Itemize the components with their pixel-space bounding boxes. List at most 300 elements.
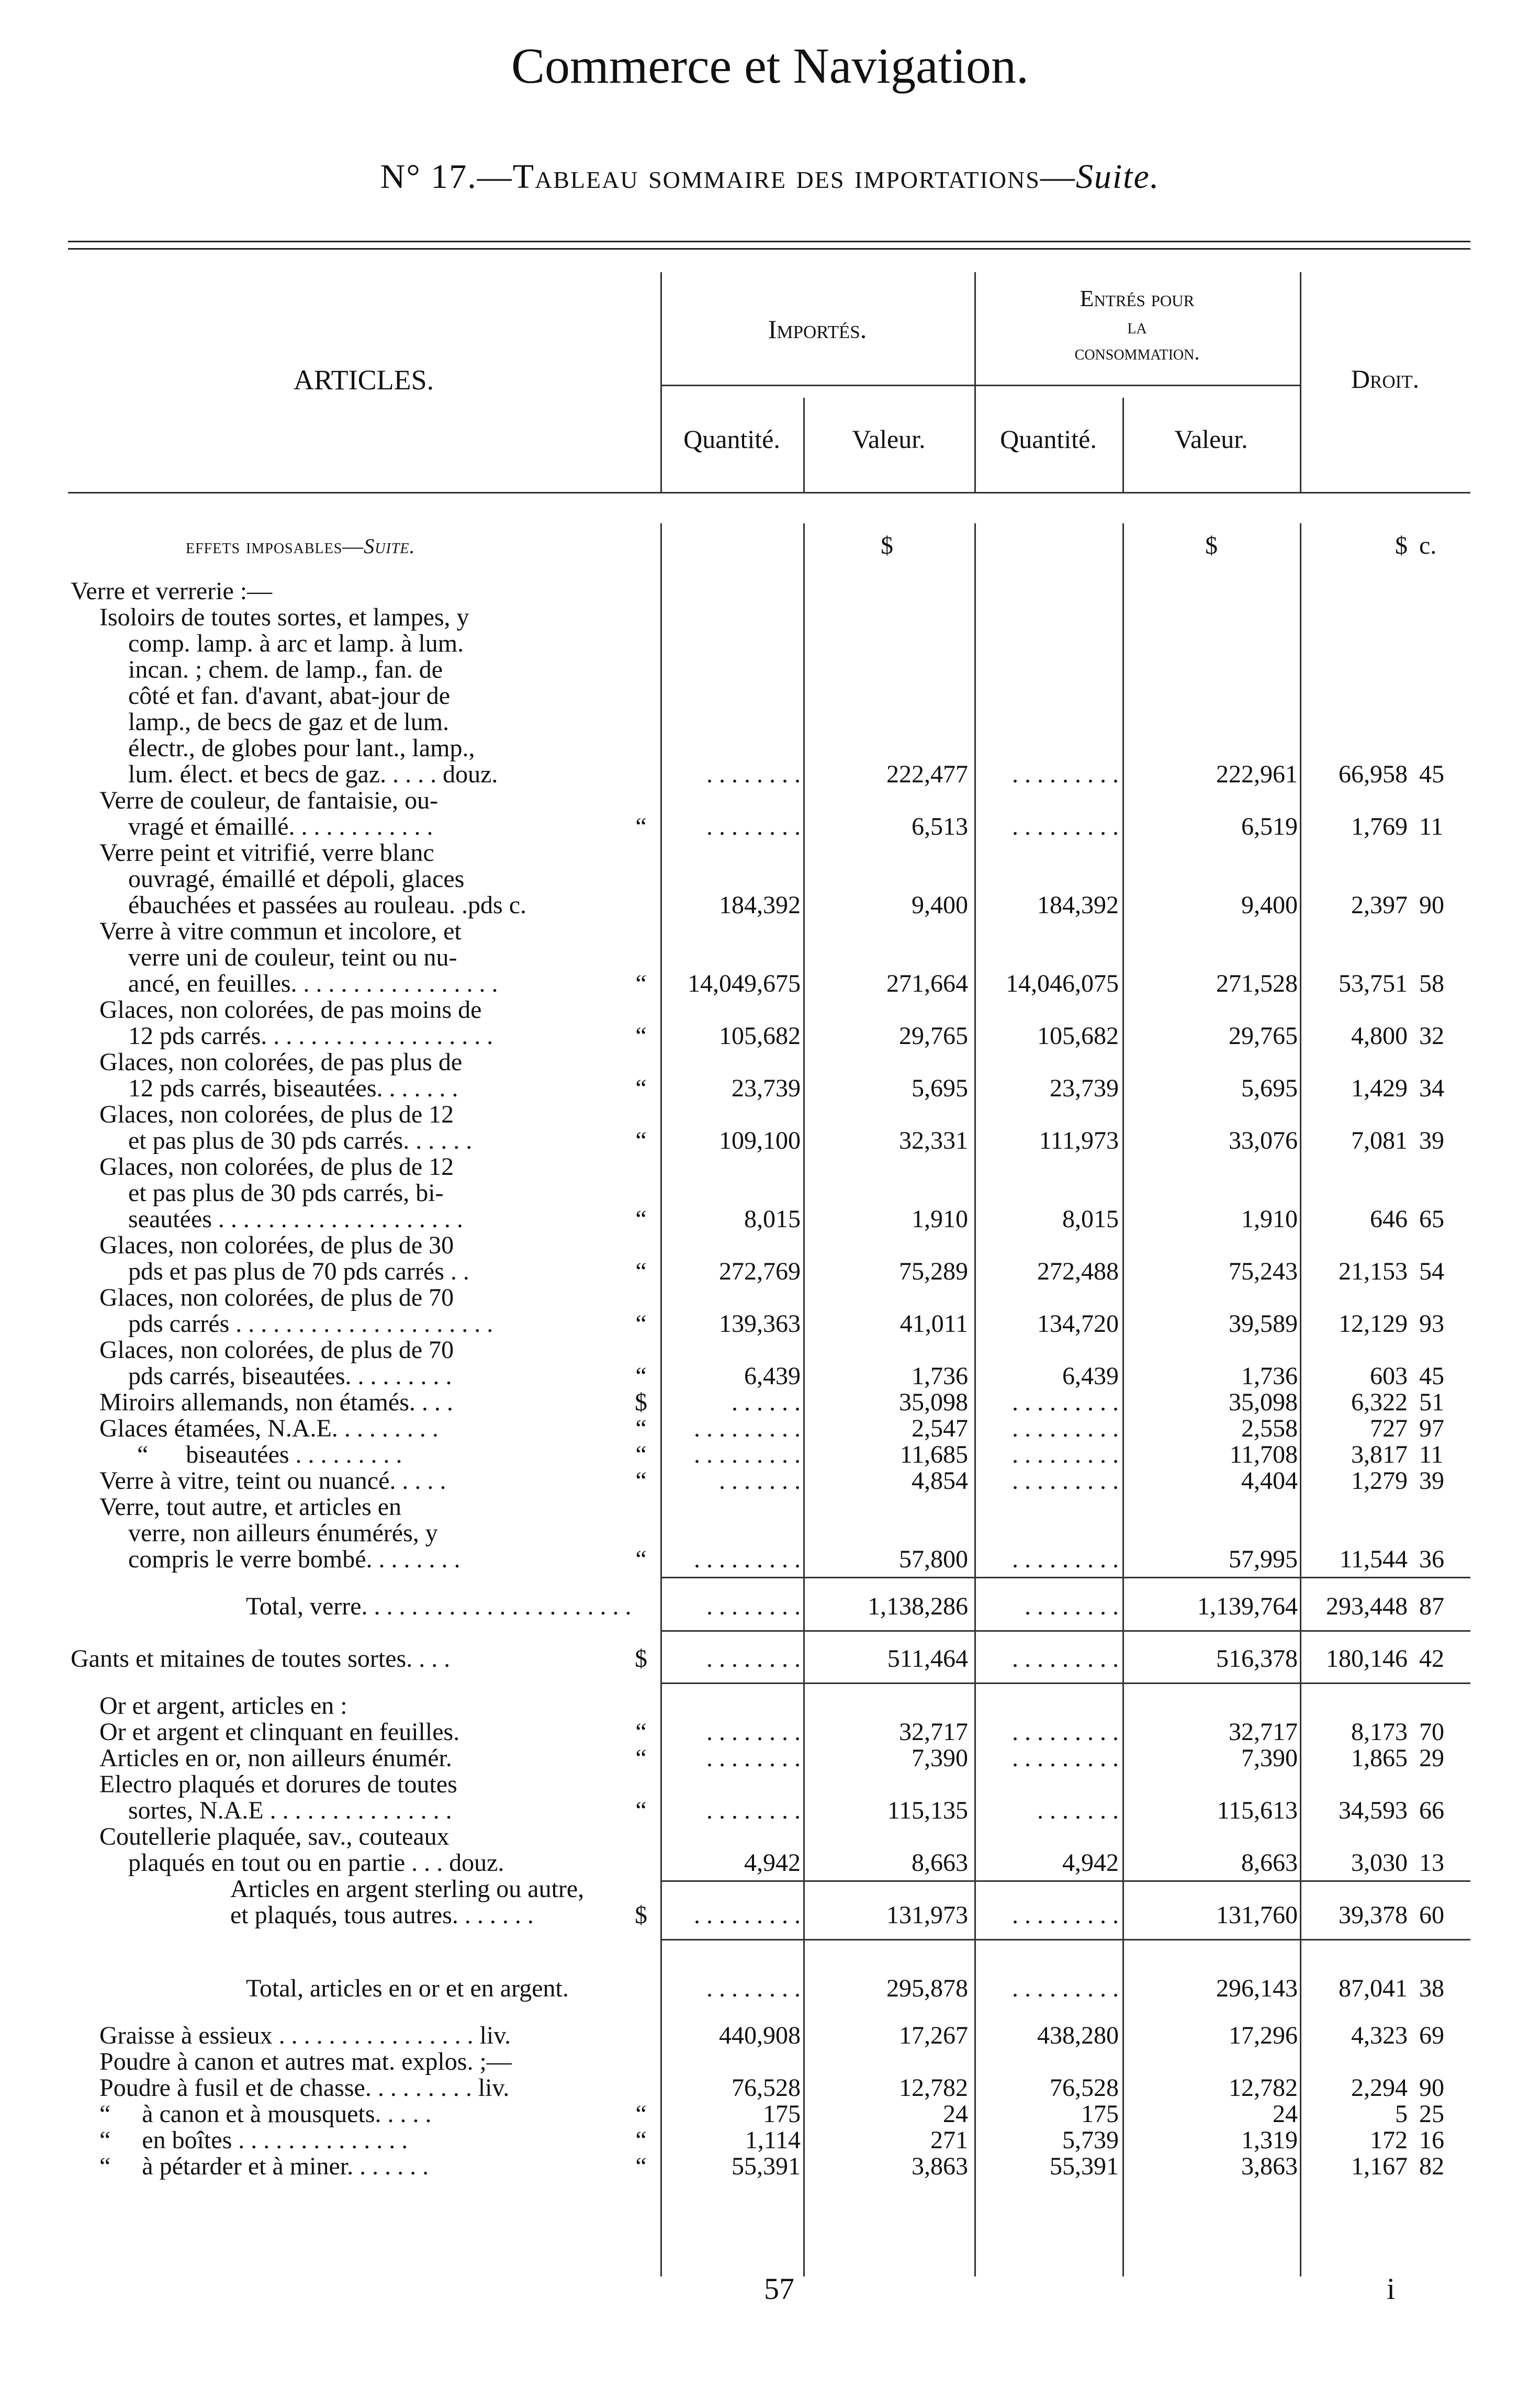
quantity-consumed: 55,391 <box>1050 2152 1119 2180</box>
header-importes: Importés. <box>768 315 867 344</box>
quantity-consumed: 184,392 <box>1037 891 1119 919</box>
duty-dollars: 2,294 <box>1351 2074 1408 2102</box>
value-imported: 11,685 <box>900 1441 968 1468</box>
duty-cents: 69 <box>1419 2022 1444 2049</box>
table-row <box>0 840 1540 918</box>
value-imported: 5,695 <box>912 1074 968 1102</box>
duty-cents: 38 <box>1419 1974 1444 2002</box>
article-label: vragé et émaillé. . . . . . . . . . . . <box>128 813 433 840</box>
value-imported: 295,878 <box>886 1974 968 2002</box>
duty-cents: 45 <box>1419 760 1444 788</box>
quantity-consumed: 438,280 <box>1037 2022 1119 2049</box>
article-label: Graisse à essieux . . . . . . . . . . . . . . . . liv. <box>99 2022 511 2049</box>
article-label: Total, verre. . . . . . . . . . . . . . . . . . . . . . <box>246 1592 632 1620</box>
section-heading-label: effets imposables— <box>186 534 364 558</box>
value-consumed: 1,736 <box>1241 1362 1298 1390</box>
table-number: N° 17.— <box>380 158 513 196</box>
duty-dollars: 3,030 <box>1351 1849 1408 1877</box>
table-row <box>0 1049 1540 1102</box>
header-entres-3: consommation. <box>1074 341 1200 364</box>
duty-dollars: 1,279 <box>1351 1467 1408 1495</box>
unit: “ <box>635 970 647 997</box>
value-consumed: 271,528 <box>1216 970 1298 997</box>
quantity-imported: . . . . . . . . . <box>694 1441 801 1468</box>
value-consumed: 57,995 <box>1229 1545 1298 1573</box>
duty-cents: 70 <box>1419 1718 1444 1746</box>
quantity-imported: 184,392 <box>719 891 801 919</box>
value-imported: 12,782 <box>899 2074 968 2102</box>
duty-cents: 93 <box>1419 1310 1444 1338</box>
unit: “ <box>635 1545 647 1573</box>
article-label: verre, non ailleurs énumérés, y <box>128 1519 438 1547</box>
article-label: Coutellerie plaquée, sav., couteaux <box>99 1823 449 1850</box>
unit: “ <box>635 1441 647 1468</box>
value-imported: 271 <box>930 2126 968 2154</box>
table-row <box>0 997 1540 1049</box>
value-imported: 1,736 <box>912 1362 968 1390</box>
duty-dollars: 1,167 <box>1351 2152 1408 2180</box>
top-rule-2 <box>68 248 1470 250</box>
table-row <box>0 2023 1540 2049</box>
article-label: Miroirs allemands, non étamés. . . . <box>99 1388 453 1416</box>
duty-cents: 32 <box>1419 1022 1444 1050</box>
value-consumed: 17,296 <box>1229 2022 1298 2049</box>
duty-cents: 97 <box>1419 1415 1444 1442</box>
article-label: et plaqués, tous autres. . . . . . . <box>230 1901 534 1929</box>
value-imported: 511,464 <box>887 1645 968 1673</box>
article-label: Verre et verrerie :— <box>71 577 273 605</box>
duty-dollars: 11,544 <box>1339 1545 1408 1573</box>
unit: “ <box>635 1415 647 1442</box>
table-caption-suite: Suite. <box>1075 158 1160 196</box>
article-label: “ à pétarder et à miner. . . . . . . <box>99 2152 429 2180</box>
quantity-consumed: . . . . . . . . . <box>1012 1744 1119 1772</box>
duty-dollars: 66,958 <box>1339 760 1408 788</box>
top-rule-1 <box>68 241 1470 242</box>
value-consumed: 296,143 <box>1216 1974 1298 2002</box>
table-row <box>0 1824 1540 1876</box>
header-quantite-2: Quantité. <box>1000 424 1097 454</box>
duty-dollars: 3,817 <box>1351 1441 1408 1468</box>
article-label: Articles en or, non ailleurs énumér. <box>99 1744 452 1772</box>
quantity-imported: . . . . . . . . <box>706 1974 801 2002</box>
article-label: Glaces étamées, N.A.E. . . . . . . . . <box>99 1415 439 1442</box>
article-label: Glaces, non colorées, de pas moins de <box>99 996 482 1024</box>
duty-cents: 65 <box>1419 1205 1444 1233</box>
quantity-imported: . . . . . . . . . <box>694 1415 801 1442</box>
quantity-consumed: 272,488 <box>1037 1258 1119 1285</box>
article-label: incan. ; chem. de lamp., fan. de <box>128 656 443 683</box>
quantity-consumed: 76,528 <box>1050 2074 1119 2102</box>
page-title: Commerce et Navigation. <box>511 38 1029 94</box>
quantity-imported: . . . . . . . . . <box>694 1901 801 1929</box>
subtotal-rule <box>660 1577 1470 1578</box>
duty-cents: 66 <box>1419 1797 1444 1824</box>
quantity-imported: . . . . . . . . . <box>694 1545 801 1573</box>
article-label: pds et pas plus de 70 pds carrés . . <box>128 1258 469 1285</box>
section-rule <box>660 1630 1470 1632</box>
section-heading <box>186 534 415 558</box>
quantity-imported: 6,439 <box>744 1362 801 1390</box>
duty-dollars: 87,041 <box>1339 1974 1408 2002</box>
duty-cents: 39 <box>1419 1467 1444 1495</box>
article-label: Articles en argent sterling ou autre, <box>230 1875 584 1903</box>
unit: $ <box>635 1901 647 1929</box>
duty-cents: 58 <box>1419 970 1444 997</box>
quantity-imported: . . . . . . . <box>719 1467 801 1495</box>
unit: “ <box>635 813 647 840</box>
quantity-consumed: . . . . . . . . . <box>1012 1645 1119 1673</box>
quantity-consumed: 134,720 <box>1037 1310 1119 1338</box>
article-label: 12 pds carrés. . . . . . . . . . . . . . . . . . . <box>128 1022 493 1050</box>
table-row <box>0 2153 1540 2180</box>
duty-cents: 87 <box>1419 1592 1444 1620</box>
quantity-consumed: . . . . . . . <box>1037 1797 1119 1824</box>
article-label: pds carrés, biseautées. . . . . . . . . <box>128 1362 452 1390</box>
value-imported: 271,664 <box>886 970 968 997</box>
table-row <box>0 1442 1540 1468</box>
value-consumed: 32,717 <box>1229 1718 1298 1746</box>
article-label: Poudre à canon et autres mat. explos. ;— <box>99 2048 512 2075</box>
value-imported: 1,910 <box>912 1205 968 1233</box>
value-consumed: 33,076 <box>1229 1127 1298 1154</box>
section-rule <box>660 1939 1470 1940</box>
quantity-imported: 4,942 <box>744 1849 801 1877</box>
quantity-imported: . . . . . . . . <box>706 1718 801 1746</box>
quantity-imported: 23,739 <box>732 1074 801 1102</box>
quantity-consumed: 111,973 <box>1039 1127 1119 1154</box>
table-row <box>0 1693 1540 1719</box>
quantity-imported: 1,114 <box>745 2126 801 2154</box>
article-label: côté et fan. d'avant, abat-jour de <box>128 682 451 710</box>
duty-dollars: 293,448 <box>1326 1592 1408 1620</box>
article-label: seautées . . . . . . . . . . . . . . . . . . . . <box>128 1205 463 1233</box>
duty-dollars: 8,173 <box>1351 1718 1408 1746</box>
table-row <box>0 1771 1540 1824</box>
article-label: Electro plaqués et dorures de toutes <box>99 1770 457 1798</box>
duty-cents: 39 <box>1419 1127 1444 1154</box>
quantity-consumed: 6,439 <box>1062 1362 1119 1390</box>
cents-label: c. <box>1419 532 1437 559</box>
value-consumed: 6,519 <box>1241 813 1298 840</box>
quantity-consumed: 175 <box>1081 2100 1119 2128</box>
section-heading-suite: Suite. <box>364 534 415 558</box>
quantity-imported: . . . . . . . . <box>706 813 801 840</box>
duty-cents: 25 <box>1419 2100 1444 2128</box>
duty-dollars: 2,397 <box>1351 891 1408 919</box>
quantity-imported: 8,015 <box>744 1205 801 1233</box>
article-label: “ à canon et à mousquets. . . . . <box>99 2100 432 2128</box>
table-row <box>0 1494 1540 1573</box>
dollar-sign: $ <box>1205 532 1218 559</box>
value-consumed: 29,765 <box>1229 1022 1298 1050</box>
quantity-imported: 105,682 <box>719 1022 801 1050</box>
value-consumed: 5,695 <box>1241 1074 1298 1102</box>
value-imported: 17,267 <box>899 2022 968 2049</box>
quantity-imported: . . . . . . . . <box>706 760 801 788</box>
quantity-consumed: . . . . . . . . . <box>1012 1718 1119 1746</box>
value-imported: 6,513 <box>912 813 968 840</box>
quantity-consumed: . . . . . . . . . <box>1012 1545 1119 1573</box>
article-label: pds carrés . . . . . . . . . . . . . . . . . . . . . <box>128 1310 493 1338</box>
header-articles: ARTICLES. <box>293 364 434 396</box>
article-label: sortes, N.A.E . . . . . . . . . . . . . . . <box>128 1797 452 1824</box>
table-row <box>0 1154 1540 1232</box>
dollar-sign: $ <box>881 532 893 559</box>
table-row <box>0 578 1540 604</box>
value-imported: 32,717 <box>899 1718 968 1746</box>
duty-dollars: 180,146 <box>1326 1645 1408 1673</box>
value-imported: 7,390 <box>912 1744 968 1772</box>
table-row <box>0 918 1540 997</box>
quantity-imported: . . . . . . . . <box>706 1744 801 1772</box>
article-label: 12 pds carrés, biseautées. . . . . . . <box>128 1074 458 1102</box>
quantity-consumed: . . . . . . . . . <box>1012 813 1119 840</box>
table-row <box>0 1745 1540 1771</box>
duty-cents: 45 <box>1419 1362 1444 1390</box>
value-imported: 131,973 <box>886 1901 968 1929</box>
unit: “ <box>635 1205 647 1233</box>
total-row <box>0 1594 1540 1620</box>
article-label: Verre à vitre, teint ou nuancé. . . . . <box>99 1467 446 1495</box>
dollar-sign: $ <box>1395 532 1408 559</box>
unit: “ <box>635 1797 647 1824</box>
unit: $ <box>635 1388 647 1416</box>
article-label: Verre de couleur, de fantaisie, ou- <box>99 787 439 814</box>
unit: $ <box>635 1645 647 1673</box>
article-label: Verre, tout autre, et articles en <box>99 1493 402 1521</box>
table-caption: Tableau sommaire des importations— <box>512 158 1076 196</box>
value-consumed: 9,400 <box>1241 891 1298 919</box>
duty-dollars: 646 <box>1370 1205 1408 1233</box>
article-label: Glaces, non colorées, de pas plus de <box>99 1048 463 1076</box>
unit: “ <box>635 2100 647 2128</box>
table-row <box>0 2075 1540 2101</box>
unit: “ <box>635 1127 647 1154</box>
quantity-imported: . . . . . . . . <box>706 1797 801 1824</box>
value-imported: 24 <box>943 2100 968 2128</box>
duty-dollars: 727 <box>1370 1415 1408 1442</box>
quantity-imported: 55,391 <box>732 2152 801 2180</box>
header-entres-2: la <box>1127 315 1147 338</box>
duty-cents: 42 <box>1419 1645 1444 1673</box>
table-row <box>0 1232 1540 1285</box>
quantity-imported: 139,363 <box>719 1310 801 1338</box>
value-imported: 2,547 <box>912 1415 968 1442</box>
duty-dollars: 172 <box>1370 2126 1408 2154</box>
article-label: électr., de globes pour lant., lamp., <box>128 734 475 762</box>
article-label: Glaces, non colorées, de plus de 12 <box>99 1101 454 1128</box>
article-label: Poudre à fusil et de chasse. . . . . . . . . liv. <box>99 2074 510 2102</box>
unit: “ <box>635 1362 647 1390</box>
duty-dollars: 7,081 <box>1351 1127 1408 1154</box>
quantity-consumed: 5,739 <box>1062 2126 1119 2154</box>
unit: “ <box>635 2126 647 2154</box>
value-imported: 4,854 <box>912 1467 968 1495</box>
duty-cents: 82 <box>1419 2152 1444 2180</box>
header-droit: Droit. <box>1351 364 1420 394</box>
table-row <box>0 2049 1540 2075</box>
duty-cents: 54 <box>1419 1258 1444 1285</box>
article-label: Total, articles en or et en argent. <box>246 1974 569 2002</box>
signature-mark: i <box>1387 2272 1396 2306</box>
duty-cents: 36 <box>1419 1545 1444 1573</box>
value-consumed: 1,139,764 <box>1197 1592 1298 1620</box>
value-imported: 32,331 <box>899 1127 968 1154</box>
article-label: Glaces, non colorées, de plus de 12 <box>99 1153 454 1181</box>
unit: “ <box>635 1022 647 1050</box>
value-consumed: 1,319 <box>1241 2126 1298 2154</box>
article-label: ancé, en feuilles. . . . . . . . . . . . . . . . . <box>128 970 498 997</box>
duty-dollars: 34,593 <box>1339 1797 1408 1824</box>
table-row <box>0 604 1540 788</box>
value-imported: 3,863 <box>912 2152 968 2180</box>
header-quantite-1: Quantité. <box>683 424 780 454</box>
table-subtitle <box>0 157 1540 197</box>
article-label: Glaces, non colorées, de plus de 30 <box>99 1231 454 1259</box>
table-row <box>0 1389 1540 1416</box>
quantity-imported: 109,100 <box>719 1127 801 1154</box>
value-imported: 1,138,286 <box>868 1592 968 1620</box>
table-row <box>0 2101 1540 2127</box>
article-label: et pas plus de 30 pds carrés. . . . . . <box>128 1127 473 1154</box>
quantity-consumed: . . . . . . . . . <box>1012 1441 1119 1468</box>
quantity-imported: . . . . . . <box>732 1388 801 1416</box>
quantity-imported: 272,769 <box>719 1258 801 1285</box>
article-label: Isoloirs de toutes sortes, et lampes, y <box>99 603 469 631</box>
quantity-consumed: 14,046,075 <box>1006 970 1119 997</box>
quantity-imported: 76,528 <box>732 2074 801 2102</box>
table-row <box>0 1285 1540 1337</box>
header-valeur-1: Valeur. <box>852 424 926 454</box>
value-consumed: 11,708 <box>1229 1441 1298 1468</box>
quantity-imported: . . . . . . . . <box>706 1592 801 1620</box>
duty-dollars: 4,800 <box>1351 1022 1408 1050</box>
article-label: compris le verre bombé. . . . . . . . <box>128 1545 460 1573</box>
article-label: Verre à vitre commun et incolore, et <box>99 917 462 945</box>
article-label: ouvragé, émaillé et dépoli, glaces <box>128 865 465 893</box>
duty-dollars: 1,865 <box>1351 1744 1408 1772</box>
header-bottom-rule <box>68 492 1470 493</box>
quantity-imported: . . . . . . . . <box>706 1645 801 1673</box>
quantity-imported: 175 <box>763 2100 801 2128</box>
duty-cents: 11 <box>1419 1441 1444 1468</box>
article-label: Or et argent et clinquant en feuilles. <box>99 1718 460 1746</box>
duty-dollars: 1,769 <box>1351 813 1408 840</box>
duty-cents: 29 <box>1419 1744 1444 1772</box>
table-row <box>0 788 1540 840</box>
article-label: comp. lamp. à arc et lamp. à lum. <box>128 630 464 657</box>
value-consumed: 4,404 <box>1241 1467 1298 1495</box>
article-label: “ en boîtes . . . . . . . . . . . . . . <box>99 2126 408 2154</box>
value-consumed: 35,098 <box>1229 1388 1298 1416</box>
quantity-imported: 14,049,675 <box>688 970 801 997</box>
quantity-consumed: . . . . . . . . <box>1025 1592 1119 1620</box>
value-consumed: 1,910 <box>1241 1205 1298 1233</box>
unit: “ <box>635 1467 647 1495</box>
value-consumed: 3,863 <box>1241 2152 1298 2180</box>
article-label: Verre peint et vitrifié, verre blanc <box>99 839 434 867</box>
value-consumed: 24 <box>1273 2100 1298 2128</box>
header-entres-1: Entrés pour <box>1080 286 1195 311</box>
duty-cents: 51 <box>1419 1388 1444 1416</box>
quantity-consumed: . . . . . . . . . <box>1012 1974 1119 2002</box>
value-consumed: 516,378 <box>1216 1645 1298 1673</box>
table-row <box>0 1102 1540 1154</box>
value-consumed: 115,613 <box>1217 1797 1298 1824</box>
article-label: Gants et mitaines de toutes sortes. . . . <box>71 1645 451 1673</box>
article-label: “ biseautées . . . . . . . . . <box>99 1441 402 1468</box>
article-label: Glaces, non colorées, de plus de 70 <box>99 1336 454 1364</box>
table-row <box>0 1876 1540 1928</box>
duty-cents: 11 <box>1419 813 1444 840</box>
unit: “ <box>635 1744 647 1772</box>
value-consumed: 8,663 <box>1241 1849 1298 1877</box>
quantity-consumed: 8,015 <box>1062 1205 1119 1233</box>
value-imported: 75,289 <box>899 1258 968 1285</box>
table-row <box>0 1646 1540 1672</box>
page-number: 57 <box>764 2272 794 2306</box>
article-label: et pas plus de 30 pds carrés, bi- <box>128 1179 444 1207</box>
unit: “ <box>635 1074 647 1102</box>
value-consumed: 2,558 <box>1241 1415 1298 1442</box>
value-imported: 115,135 <box>887 1797 968 1824</box>
value-imported: 222,477 <box>886 760 968 788</box>
table-row <box>0 2127 1540 2153</box>
value-imported: 35,098 <box>899 1388 968 1416</box>
quantity-consumed: 23,739 <box>1050 1074 1119 1102</box>
value-consumed: 222,961 <box>1216 760 1298 788</box>
duty-dollars: 6,322 <box>1351 1388 1408 1416</box>
duty-cents: 16 <box>1419 2126 1444 2154</box>
header-divider <box>660 272 662 492</box>
value-consumed: 7,390 <box>1241 1744 1298 1772</box>
duty-dollars: 5 <box>1395 2100 1408 2128</box>
quantity-consumed: . . . . . . . . . <box>1012 1415 1119 1442</box>
section-rule <box>660 1682 1470 1684</box>
value-imported: 9,400 <box>912 891 968 919</box>
unit: “ <box>635 1258 647 1285</box>
quantity-imported: 440,908 <box>719 2022 801 2049</box>
unit: “ <box>635 2152 647 2180</box>
value-imported: 57,800 <box>899 1545 968 1573</box>
article-label: lamp., de becs de gaz et de lum. <box>128 708 449 736</box>
quantity-consumed: 4,942 <box>1062 1849 1119 1877</box>
quantity-consumed: . . . . . . . . . <box>1012 1467 1119 1495</box>
duty-dollars: 4,323 <box>1351 2022 1408 2049</box>
duty-dollars: 603 <box>1370 1362 1408 1390</box>
duty-dollars: 53,751 <box>1339 970 1408 997</box>
quantity-consumed: 105,682 <box>1037 1022 1119 1050</box>
value-imported: 41,011 <box>900 1310 968 1338</box>
header-valeur-2: Valeur. <box>1174 424 1248 454</box>
quantity-consumed: . . . . . . . . . <box>1012 1388 1119 1416</box>
article-label: Glaces, non colorées, de plus de 70 <box>99 1284 454 1311</box>
duty-cents: 90 <box>1419 891 1444 919</box>
article-label: lum. élect. et becs de gaz. . . . . douz. <box>128 760 498 788</box>
table-row <box>0 1719 1540 1745</box>
duty-dollars: 1,429 <box>1351 1074 1408 1102</box>
duty-dollars: 39,378 <box>1339 1901 1408 1929</box>
value-imported: 8,663 <box>912 1849 968 1877</box>
duty-dollars: 21,153 <box>1339 1258 1408 1285</box>
value-consumed: 39,589 <box>1229 1310 1298 1338</box>
article-label: Or et argent, articles en : <box>99 1692 347 1720</box>
value-consumed: 75,243 <box>1229 1258 1298 1285</box>
duty-cents: 90 <box>1419 2074 1444 2102</box>
duty-cents: 13 <box>1419 1849 1444 1877</box>
value-imported: 29,765 <box>899 1022 968 1050</box>
